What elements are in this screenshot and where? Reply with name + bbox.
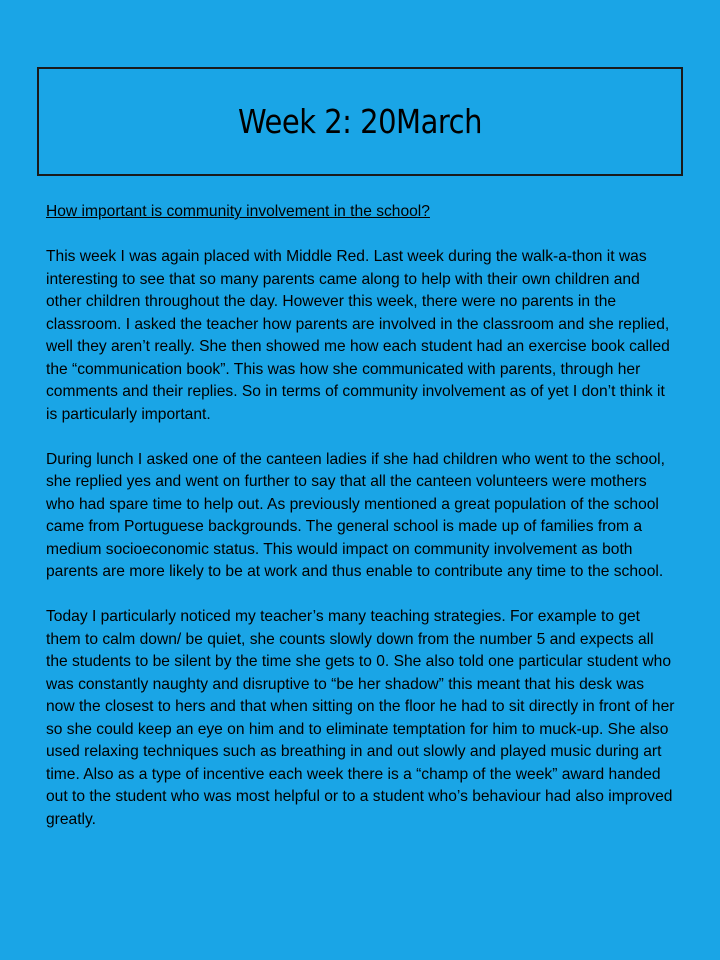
paragraph-2: During lunch I asked one of the canteen ladies if she had children who went to the school, she replied yes and went on further to say that all the canteen volunteers were mothers who had spare time to help out. As previously mentioned a great population of the school came from Portuguese backgrounds. The general school is made up of families from a medium socioeconomic status. This would impact on community involvement as both parents are more likely to be at work and thus enable to contribute any time to the school. bbox=[46, 450, 665, 580]
page-title: Week 2: 20March bbox=[238, 102, 482, 141]
question-heading: How important is community involvement in the school? bbox=[46, 203, 430, 220]
paragraph-1: This week I was again placed with Middle Red. Last week during the walk-a-thon it was interesting to see that so many parents came along to help with their own children and other children throughout the day. However this week, there were no parents in the classroom. I asked the teacher how parents are involved in the classroom and she replied, well they aren’t really. She then showed me how each student had an exercise book called the “communication book”. This was how she communicated with parents, through her comments and their replies. So in terms of community involvement as of yet I don’t think it is particularly important. bbox=[46, 248, 670, 423]
paragraph-3: Today I particularly noticed my teacher’s many teaching strategies. For example to get them to calm down/ be quiet, she counts slowly down from the number 5 and expects all the students to be silent by the time she gets to 0. She also told one particular student who was constantly naughty and disruptive to “be her shadow” this meant that his desk was now the closest to hers and that when sitting on the floor he had to sit directly in front of her so she could keep an eye on him and to eliminate temptation for him to muck-up. She also used relaxing techniques such as breathing in and out slowly and played music during art time. Also as a type of incentive each week there is a “champ of the week” award handed out to the student who was most helpful or to a student who’s behaviour had also improved greatly. bbox=[46, 608, 675, 828]
title-box bbox=[37, 67, 683, 176]
body-text bbox=[46, 201, 676, 854]
